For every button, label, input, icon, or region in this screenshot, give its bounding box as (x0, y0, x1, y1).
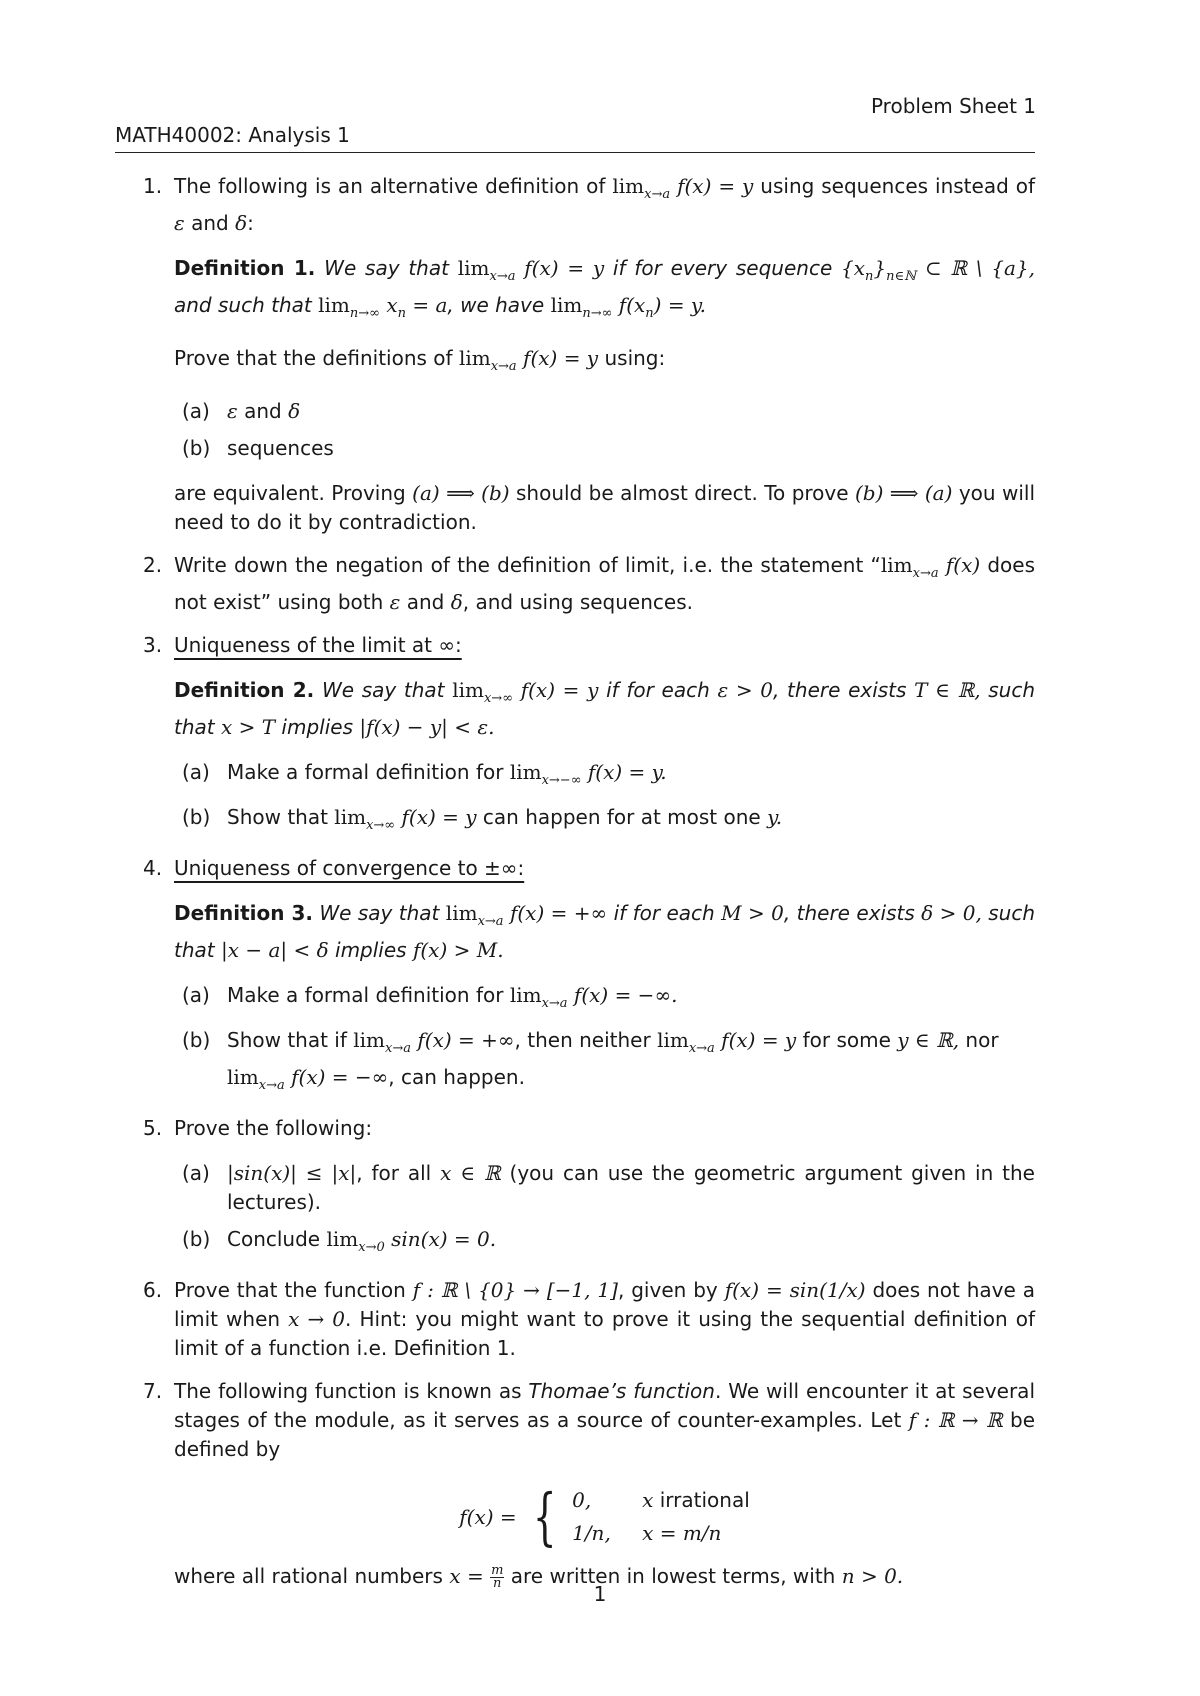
part-a: (a) Make a formal definition for $\lim_{x\to-\infty} f(x) = y$. (182, 760, 667, 788)
fraction-m-over-n: $\frac{m}{n}$ (491, 1563, 504, 1591)
definition-2: Definition 2. We say that $\lim_{x\to\infty} f(x) = y$ if for each ε > 0, there exists T ∈ ℝ, such that x > T implies |f(x) − y| < ε. (174, 678, 1036, 739)
problem-1-closing: are equivalent. Proving (a) ⟹ (b) should be almost direct. To prove (b) ⟹ (a) you will need to do it by contradiction. (174, 481, 1036, 534)
problem-5-intro: Prove the following: (174, 1116, 373, 1140)
problem-3 (115, 631, 1035, 840)
problem-number: 1. (143, 174, 163, 198)
piecewise-cases: 0, x irrational 1/n, x = m/n (572, 1488, 750, 1545)
problem-7 (115, 1377, 1035, 1591)
problem-4-parts (174, 981, 1035, 1100)
problem-7-closing: where all rational numbers x = $\frac{m}{n}$ are written in lowest terms, with n > 0. (174, 1563, 904, 1591)
problem-1-parts (174, 397, 1035, 463)
part-b: (b) Conclude $\lim_{x\to 0} \sin(x) = 0$. (182, 1227, 497, 1255)
problem-5 (115, 1114, 1035, 1262)
definition-3: Definition 3. We say that $\lim_{x\to a} f(x)$ = +∞ if for each M > 0, there exists δ > 0, such that |x − a| < δ implies f(x) > M. (174, 901, 1036, 962)
page-number: 1 (593, 1582, 607, 1606)
course-title: MATH40002: Analysis 1 (115, 123, 350, 147)
problem-number: 2. (143, 553, 163, 577)
part-b: (b) Show that $\lim_{x\to\infty} f(x) = y$ can happen for at most one y. (182, 805, 783, 833)
problem-6 (115, 1276, 1035, 1363)
definition-label: Definition 2. (174, 678, 315, 702)
definition-label: Definition 1. (174, 256, 316, 280)
part-a: (a) |sin(x)| ≤ |x|, for all x ∈ ℝ (you can use the geometric argument given in the lectures). (182, 1161, 1035, 1214)
problem-5-parts (174, 1159, 1035, 1262)
problem-2 (115, 551, 1035, 617)
problem-3-parts (174, 758, 1035, 840)
header-rule (115, 152, 1035, 153)
thomae-function-definition: f(x) = { 0, x irrational 1/n, x = m/n (459, 1480, 750, 1553)
problem-number: 6. (143, 1278, 163, 1302)
problem-3-heading: Uniqueness of the limit at ∞: (174, 633, 462, 657)
problem-number: 7. (143, 1379, 163, 1403)
part-a: (a) ε and δ (182, 399, 301, 423)
problem-4 (115, 854, 1035, 1100)
problem-2-text: Write down the negation of the definition of limit, i.e. the statement “$\lim_{x\to a}$ f(x) does not exist” using both ε and δ, and using sequences. (174, 553, 1036, 614)
sheet-title: Problem Sheet 1 (870, 94, 1036, 118)
problem-list (115, 172, 1035, 1605)
left-brace-icon: { (532, 1480, 557, 1553)
problem-number: 3. (143, 633, 163, 657)
problem-4-heading: Uniqueness of convergence to ±∞: (174, 856, 525, 880)
problem-7-text: The following function is known as Thomae’s function. We will encounter it at several stages of the module, as it serves as a source of counter-examples. Let f : ℝ → ℝ be defined by (174, 1379, 1036, 1461)
problem-6-text: Prove that the function f : ℝ \ {0} → [−1, 1], given by f(x) = sin(1/x) does not have a limit when x → 0. Hint: you might want to prove it using the sequential definition of limit of a function i.e. Definition 1. (174, 1278, 1036, 1360)
definition-1: Definition 1. We say that $\lim_{x\to a} f(x) = y$ if for every sequence $\{x_n\}_{n\in ℕ}$ ⊂ ℝ \ {a}, and such that $\lim_{n\to\infty} x_n = a$, we have $\lim_{n\to\infty} f(x_n) = y$. (174, 256, 1036, 321)
part-b: (b) sequences (182, 436, 334, 460)
part-b: (b) Show that if $\lim_{x\to a} f(x)$ = +∞, then neither $\lim_{x\to a} f(x) = y$ for some y ∈ ℝ, nor $\lim_{x\to a} f(x)$ = −∞, can happen. (182, 1028, 999, 1093)
problem-1 (115, 172, 1035, 537)
problem-number: 5. (143, 1116, 163, 1140)
problem-1-prove: Prove that the definitions of $\lim_{x\to a} f(x) = y$ using: (174, 346, 666, 374)
problem-1-intro: The following is an alternative definition of $\lim_{x\to a} f(x) = y$ using sequences instead of ε and δ: (174, 174, 1035, 235)
problem-number: 4. (143, 856, 163, 880)
part-a: (a) Make a formal definition for $\lim_{x\to a} f(x)$ = −∞. (182, 983, 678, 1011)
definition-label: Definition 3. (174, 901, 313, 925)
